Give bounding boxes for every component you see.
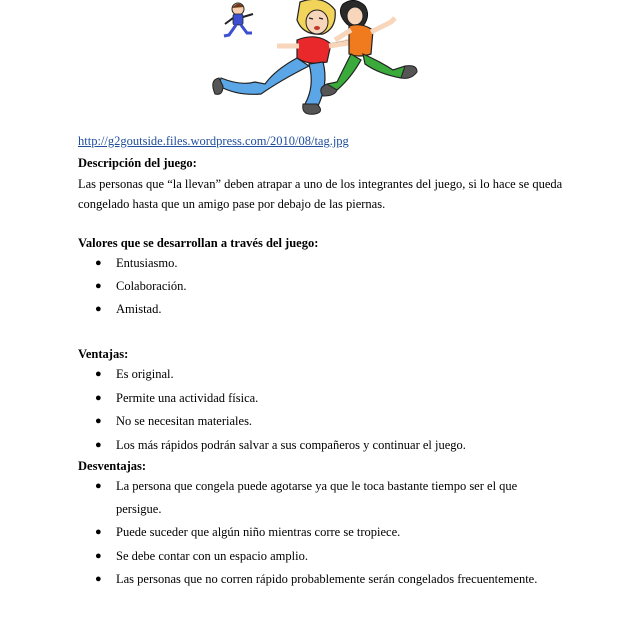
- list-item: [78, 298, 598, 321]
- list-item-text: Puede suceder que algún niño mientras corre se tropiece.: [116, 525, 401, 539]
- list-item-text: Colaboración.: [116, 279, 187, 293]
- list-item: [78, 387, 598, 411]
- advantages-list: [78, 363, 598, 457]
- bullet-icon: ●: [95, 257, 102, 269]
- bullet-icon: ●: [95, 368, 102, 380]
- children-playing-tag-illustration: [205, 0, 445, 118]
- list-item: [78, 275, 598, 298]
- list-item-text: Las personas que no corren rápido probablemente serán congelados frecuentemente.: [116, 572, 538, 586]
- bullet-icon: ●: [95, 438, 102, 451]
- list-item-text: Es original.: [116, 367, 174, 381]
- document-body: [78, 132, 598, 592]
- bullet-icon: ●: [95, 480, 102, 492]
- description-text: Las personas que “la llevan” deben atrapar a uno de los integrantes del juego, si lo hace se queda congelado hasta que un amigo pase por debajo de las piernas.: [78, 177, 563, 211]
- list-item: [78, 545, 598, 569]
- description-section: [78, 154, 598, 214]
- bullet-icon: ●: [95, 573, 102, 585]
- list-item: [78, 434, 598, 458]
- advantages-heading: Ventajas:: [78, 347, 129, 361]
- list-item: [78, 521, 598, 545]
- values-list: [78, 252, 598, 321]
- list-item: [78, 363, 598, 387]
- values-heading: Valores que se desarrollan a través del juego:: [78, 236, 319, 250]
- description-heading: Descripción del juego:: [78, 156, 197, 170]
- list-item: [78, 475, 598, 521]
- disadvantages-list: [78, 475, 598, 592]
- list-item: [78, 252, 598, 275]
- bullet-icon: ●: [95, 280, 102, 292]
- advantages-section: [78, 345, 598, 457]
- list-item-text: La persona que congela puede agotarse ya que le toca bastante tiempo ser el que persigue.: [116, 479, 518, 516]
- small-boy-figure: [224, 3, 253, 36]
- image-source-link[interactable]: http://g2goutside.files.wordpress.com/2010/08/tag.jpg: [78, 134, 349, 148]
- list-item: [78, 568, 598, 592]
- bullet-icon: ●: [95, 303, 102, 315]
- list-item-text: No se necesitan materiales.: [116, 414, 253, 428]
- list-item-text: Se debe contar con un espacio amplio.: [116, 548, 308, 563]
- list-item-text: Los más rápidos podrán salvar a sus compañeros y continuar el juego.: [116, 437, 466, 452]
- disadvantages-section: [78, 457, 598, 592]
- disadvantages-heading: Desventajas:: [78, 459, 147, 473]
- bullet-icon: ●: [95, 415, 102, 427]
- bullet-icon: ●: [95, 549, 102, 562]
- list-item-text: Permite una actividad física.: [116, 390, 259, 405]
- list-item: [78, 410, 598, 434]
- bullet-icon: ●: [95, 391, 102, 404]
- list-item-text: Amistad.: [116, 302, 162, 316]
- bullet-icon: ●: [95, 526, 102, 538]
- values-section: [78, 234, 598, 321]
- list-item-text: Entusiasmo.: [116, 256, 178, 270]
